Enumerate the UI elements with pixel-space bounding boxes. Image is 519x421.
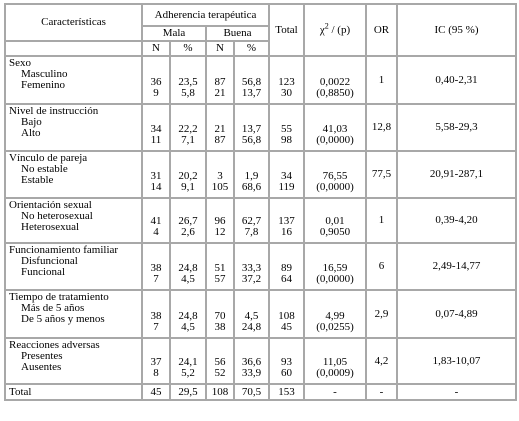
chi-value: (0,0000) [316, 273, 354, 285]
header-buena-pct: % [234, 41, 269, 56]
buena-n-value: 105 [211, 181, 229, 193]
buena-pct-cell [234, 56, 269, 104]
buena-n-value: 57 [214, 273, 226, 285]
group-title: Funcionamiento familiar [9, 244, 119, 256]
table-row [5, 290, 516, 338]
total-ic-cell: - [397, 384, 516, 400]
group-item-label: No heterosexual [21, 210, 93, 222]
total-value: 98 [281, 134, 292, 146]
chi-value: 76,55 [322, 170, 348, 182]
table-body [5, 56, 516, 400]
table-row [5, 338, 516, 384]
mala-n-value: 11 [150, 134, 162, 146]
group-item-label: Disfuncional [21, 255, 78, 267]
or-cell: 4,2 [366, 338, 397, 384]
total-buena-pct-cell: 70,5 [234, 384, 269, 400]
mala-n-value: 38 [150, 262, 162, 274]
total-value: 30 [281, 87, 292, 99]
total-value: 108 [278, 310, 295, 322]
group-item-label: Ausentes [21, 361, 62, 373]
mala-n-value: 9 [153, 87, 159, 99]
buena-pct-value: 24,8 [241, 321, 262, 333]
total-value: 45 [281, 321, 292, 333]
total-mala-pct-cell: 29,5 [170, 384, 206, 400]
mala-pct-value: 5,8 [181, 87, 195, 99]
group-title: Sexo [9, 57, 31, 69]
buena-n-value: 38 [214, 321, 226, 333]
or-cell: 2,9 [366, 290, 397, 338]
header-ic: IC (95 %) [397, 4, 516, 56]
total-value: 16 [281, 226, 292, 238]
group-item-label: Presentes [21, 350, 63, 362]
adherence-table [4, 3, 517, 401]
buena-n-value: 21 [214, 87, 226, 99]
table-wrapper [4, 3, 515, 417]
buena-n-value: 70 [214, 310, 226, 322]
chi-cell [304, 338, 366, 384]
buena-pct-cell [234, 243, 269, 290]
table-row [5, 151, 516, 198]
group-item-label: Heterosexual [21, 221, 80, 233]
mala-pct-value: 24,8 [178, 310, 198, 322]
header-chi [304, 4, 366, 56]
header-adherencia: Adherencia terapéutica [142, 4, 269, 26]
total-mala-n-cell: 45 [142, 384, 170, 400]
group-title: Vínculo de pareja [9, 152, 88, 164]
buena-n-value: 87 [214, 134, 226, 146]
mala-n-value: 38 [150, 310, 162, 322]
group-label-cell [5, 104, 142, 151]
chi-cell [304, 198, 366, 243]
ic-cell: 0,40-2,31 [397, 56, 516, 104]
total-cell [269, 56, 304, 104]
buena-n-value: 51 [214, 262, 226, 274]
mala-n-cell [142, 338, 170, 384]
or-cell: 12,8 [366, 104, 397, 151]
group-title: Nivel de instrucción [9, 105, 99, 117]
total-cell [269, 104, 304, 151]
buena-n-value: 52 [214, 367, 226, 379]
total-row [5, 384, 516, 400]
group-label-cell [5, 56, 142, 104]
buena-n-cell [206, 338, 234, 384]
total-value: 137 [278, 215, 295, 227]
group-label-cell [5, 198, 142, 243]
total-cell [269, 243, 304, 290]
chi-cell [304, 243, 366, 290]
group-item-label: Estable [21, 174, 54, 186]
chi-cell [304, 290, 366, 338]
mala-n-value: 7 [153, 273, 159, 285]
ic-cell: 0,39-4,20 [397, 198, 516, 243]
chi-value: 0,9050 [319, 226, 351, 238]
mala-pct-value: 5,2 [181, 367, 195, 379]
mala-pct-value: 22,2 [178, 123, 198, 135]
buena-pct-cell [234, 104, 269, 151]
chi-cell [304, 56, 366, 104]
or-cell: 1 [366, 198, 397, 243]
ic-cell: 2,49-14,77 [397, 243, 516, 290]
total-value: 55 [281, 123, 292, 135]
chi-tail: / (p) [328, 23, 351, 36]
header-total: Total [269, 4, 304, 56]
buena-pct-value: 68,6 [241, 181, 262, 193]
mala-n-cell [142, 290, 170, 338]
chi-cell [304, 151, 366, 198]
table-row [5, 56, 516, 104]
or-cell: 1 [366, 56, 397, 104]
chi-superscript: 2 [324, 20, 329, 30]
header-caracteristicas: Características [5, 4, 142, 41]
group-label-cell [5, 243, 142, 290]
buena-pct-value: 1,9 [244, 170, 259, 182]
buena-pct-value: 7,8 [244, 226, 259, 238]
chi-value: 16,59 [322, 262, 348, 274]
group-item-label: De 5 años y menos [21, 313, 105, 325]
header-buena-n: N [206, 41, 234, 56]
buena-pct-value: 56,8 [241, 134, 262, 146]
mala-n-value: 31 [150, 170, 162, 182]
ic-cell: 5,58-29,3 [397, 104, 516, 151]
total-buena-n-cell: 108 [206, 384, 234, 400]
buena-n-cell [206, 151, 234, 198]
buena-n-value: 96 [214, 215, 226, 227]
total-value: 89 [281, 262, 292, 274]
buena-pct-value: 33,3 [241, 262, 262, 274]
mala-n-cell [142, 198, 170, 243]
buena-pct-cell [234, 338, 269, 384]
buena-pct-cell [234, 290, 269, 338]
buena-pct-value: 56,8 [241, 76, 262, 88]
total-value: 60 [281, 367, 292, 379]
group-label-cell [5, 338, 142, 384]
buena-pct-value: 62,7 [241, 215, 262, 227]
buena-n-cell [206, 56, 234, 104]
group-item-label: Alto [21, 127, 41, 139]
mala-n-value: 41 [150, 215, 162, 227]
buena-pct-value: 4,5 [244, 310, 259, 322]
group-item-label: Más de 5 años [21, 302, 85, 314]
total-cell [269, 290, 304, 338]
group-title: Tiempo de tratamiento [9, 291, 109, 303]
mala-pct-cell [170, 56, 206, 104]
buena-n-value: 3 [217, 170, 223, 182]
mala-n-value: 7 [153, 321, 159, 333]
chi-value: (0,0000) [316, 181, 354, 193]
buena-n-cell [206, 290, 234, 338]
buena-pct-value: 37,2 [241, 273, 262, 285]
buena-pct-cell [234, 198, 269, 243]
total-value: 123 [278, 76, 295, 88]
chi-symbol: χ [319, 23, 325, 36]
header-buena: Buena [206, 26, 269, 41]
total-value: 119 [278, 181, 295, 193]
mala-pct-value: 7,1 [181, 134, 195, 146]
mala-pct-cell [170, 243, 206, 290]
buena-n-cell [206, 198, 234, 243]
buena-n-value: 56 [214, 356, 226, 368]
chi-value: (0,0255) [316, 321, 354, 333]
mala-n-value: 14 [150, 181, 162, 193]
ic-cell: 1,83-10,07 [397, 338, 516, 384]
mala-n-cell [142, 104, 170, 151]
header-mala-n: N [142, 41, 170, 56]
buena-n-value: 87 [214, 76, 226, 88]
total-value: 64 [281, 273, 292, 285]
header-mala: Mala [142, 26, 206, 41]
total-value: 34 [281, 170, 292, 182]
group-title: Orientación sexual [9, 199, 92, 211]
buena-n-value: 21 [214, 123, 226, 135]
mala-pct-value: 9,1 [181, 181, 195, 193]
chi-value: 0,01 [325, 215, 345, 227]
buena-n-cell [206, 243, 234, 290]
mala-pct-cell [170, 198, 206, 243]
buena-pct-value: 13,7 [241, 123, 262, 135]
total-label: Total [5, 384, 142, 400]
total-or-cell: - [366, 384, 397, 400]
total-value: 93 [281, 356, 292, 368]
chi-value: 11,05 [322, 356, 348, 368]
buena-pct-value: 33,9 [241, 367, 262, 379]
mala-n-value: 36 [150, 76, 162, 88]
buena-pct-value: 13,7 [241, 87, 262, 99]
mala-n-value: 34 [150, 123, 162, 135]
mala-n-cell [142, 243, 170, 290]
header-or: OR [366, 4, 397, 56]
chi-value: (0,0009) [316, 367, 354, 379]
mala-pct-value: 24,8 [178, 262, 198, 274]
chi-value: (0,8850) [316, 87, 354, 99]
table-row [5, 104, 516, 151]
or-cell: 6 [366, 243, 397, 290]
total-total-cell: 153 [269, 384, 304, 400]
mala-pct-cell [170, 104, 206, 151]
mala-n-cell [142, 151, 170, 198]
mala-n-value: 8 [153, 367, 159, 379]
group-label-cell [5, 151, 142, 198]
total-cell [269, 338, 304, 384]
chi-value: 41,03 [322, 123, 348, 135]
mala-pct-value: 24,1 [178, 356, 198, 368]
total-chi-cell: - [304, 384, 366, 400]
group-item-label: Bajo [21, 116, 42, 128]
mala-pct-value: 20,2 [178, 170, 198, 182]
mala-pct-cell [170, 290, 206, 338]
mala-pct-value: 2,6 [181, 226, 195, 238]
buena-pct-cell [234, 151, 269, 198]
mala-n-value: 4 [153, 226, 159, 238]
chi-value: 4,99 [325, 310, 345, 322]
group-title: Reacciones adversas [9, 339, 100, 351]
buena-pct-value: 36,6 [241, 356, 262, 368]
or-cell: 77,5 [366, 151, 397, 198]
mala-pct-value: 26,7 [178, 215, 198, 227]
ic-cell: 20,91-287,1 [397, 151, 516, 198]
total-cell [269, 151, 304, 198]
buena-n-value: 12 [214, 226, 226, 238]
mala-pct-value: 4,5 [181, 273, 195, 285]
header-mala-pct: % [170, 41, 206, 56]
header-empty [5, 41, 142, 56]
mala-pct-value: 23,5 [178, 76, 198, 88]
group-label-cell [5, 290, 142, 338]
buena-n-cell [206, 104, 234, 151]
group-item-label: No estable [21, 163, 68, 175]
chi-value: 0,0022 [319, 76, 351, 88]
chi-cell [304, 104, 366, 151]
mala-pct-cell [170, 338, 206, 384]
group-item-label: Femenino [21, 79, 65, 91]
group-item-label: Masculino [21, 68, 68, 80]
mala-pct-value: 4,5 [181, 321, 195, 333]
table-row [5, 198, 516, 243]
ic-cell: 0,07-4,89 [397, 290, 516, 338]
chi-value: (0,0000) [316, 134, 354, 146]
group-item-label: Funcional [21, 266, 65, 278]
mala-n-value: 37 [150, 356, 162, 368]
table-row [5, 243, 516, 290]
total-cell [269, 198, 304, 243]
mala-pct-cell [170, 151, 206, 198]
mala-n-cell [142, 56, 170, 104]
